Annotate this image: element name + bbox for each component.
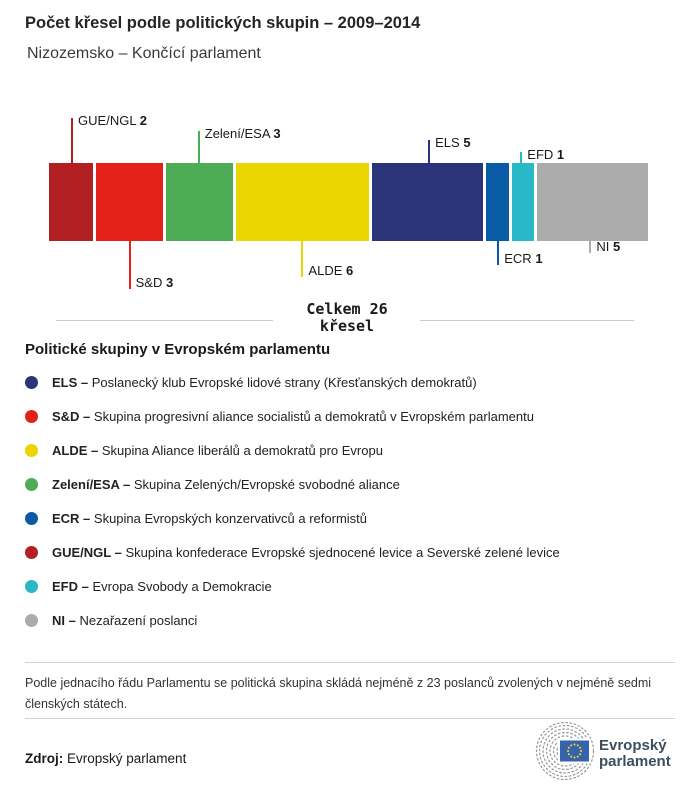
bar-segment-s-d [96, 163, 163, 241]
legend-item-els [25, 368, 477, 396]
callout-seat-count: 3 [273, 126, 281, 141]
callout-group-name: ECR [504, 251, 536, 266]
divider-bottom [25, 718, 675, 719]
bar-segment-alde [236, 163, 369, 241]
legend-item-ecr [25, 504, 367, 532]
callout-tick-efd [520, 152, 522, 163]
legend-item-efd [25, 572, 272, 600]
seats-stacked-bar [49, 163, 648, 241]
legend-dot-alde [25, 444, 38, 457]
callout-seat-count: 6 [346, 263, 354, 278]
callout-tick-gue-ngl [71, 118, 73, 163]
total-seats-line2: křesel [319, 317, 375, 335]
callout-seat-count: 3 [165, 275, 174, 290]
legend-label: ECR – Skupina Evropských konzervativců a reformistů [52, 510, 368, 526]
callout-seat-count: 5 [463, 135, 471, 150]
bar-segment-zelen-esa [166, 163, 233, 241]
callout-label-els [435, 136, 470, 149]
total-seats-line1: Celkem 26 [306, 300, 388, 318]
callout-tick-els [428, 140, 430, 163]
legend-dot-s-d [25, 410, 38, 423]
divider-top [25, 662, 675, 663]
callout-group-name: GUE/NGL [78, 113, 140, 128]
legend-label: NI – Nezařazení poslanci [52, 612, 198, 628]
callout-label-ecr [504, 252, 542, 265]
legend-label: Zelení/ESA – Skupina Zelených/Evropské svobodné aliance [52, 476, 400, 492]
source-label: Zdroj: [25, 751, 64, 766]
legend-item-alde [25, 436, 383, 464]
total-seats-label [0, 301, 694, 335]
callout-seat-count: 5 [613, 239, 621, 254]
callout-label-s-d [136, 276, 174, 289]
callout-tick-ecr [497, 241, 499, 265]
bar-segment-efd [512, 163, 534, 241]
callout-tick-zelen-esa [198, 131, 200, 163]
legend-dot-efd [25, 580, 38, 593]
callout-group-name: EFD [527, 147, 557, 162]
callout-seat-count: 1 [535, 251, 543, 266]
callout-tick-ni [589, 241, 591, 253]
callout-seat-count: 2 [139, 113, 147, 128]
page-subtitle: Nizozemsko – Končící parlament [27, 45, 261, 62]
callout-group-name: ALDE [308, 263, 346, 278]
legend-heading: Politické skupiny v Evropském parlamentu [25, 341, 331, 358]
callout-group-name: Zelení/ESA [204, 126, 274, 141]
logo-text-line2: parlament [599, 753, 671, 770]
european-parliament-logo [525, 722, 680, 780]
legend-item-ni [25, 606, 197, 634]
legend-item-gue-ngl [25, 538, 560, 566]
legend-label: EFD – Evropa Svobody a Demokracie [52, 578, 272, 594]
bar-segment-gue-ngl [49, 163, 93, 241]
legend-item-zelen-esa [25, 470, 400, 498]
callout-label-efd [527, 148, 564, 161]
callout-seat-count: 1 [556, 147, 565, 162]
legend-dot-gue-ngl [25, 546, 38, 559]
legend-label: S&D – Skupina progresivní aliance socialistů a demokratů v Evropském parlamentu [52, 408, 534, 424]
legend-label: ELS – Poslanecký klub Evropské lidové strany (Křesťanských demokratů) [52, 374, 477, 390]
bar-segment-ecr [486, 163, 508, 241]
callout-label-alde [308, 264, 353, 277]
callout-label-zelen-esa [205, 127, 281, 140]
source-value-text: Evropský parlament [67, 751, 187, 766]
source-line [25, 751, 186, 766]
legend-label: GUE/NGL – Skupina konfederace Evropské sjednocené levice a Severské zelené levice [52, 544, 560, 560]
callout-group-name: NI [596, 239, 614, 254]
bar-segment-ni [537, 163, 648, 241]
eu-flag-icon [558, 739, 591, 764]
logo-text-line1: Evropský [599, 737, 667, 754]
bar-segment-els [372, 163, 483, 241]
callout-tick-alde [301, 241, 303, 277]
legend-dot-zelen-esa [25, 478, 38, 491]
callout-group-name: S&D [135, 275, 166, 290]
legend-dot-ecr [25, 512, 38, 525]
legend-item-s-d [25, 402, 534, 430]
callout-tick-s-d [129, 241, 131, 289]
callout-group-name: ELS [435, 135, 464, 150]
legend-dot-ni [25, 614, 38, 627]
footnote-text: Podle jednacího řádu Parlamentu se politická skupina skládá nejméně z 23 poslanců zvolených v nejméně sedmi členských státech. [25, 676, 652, 711]
legend-label: ALDE – Skupina Aliance liberálů a demokratů pro Evropu [52, 442, 383, 458]
callout-label-gue-ngl [78, 114, 147, 127]
callout-label-ni [596, 240, 620, 253]
legend-dot-els [25, 376, 38, 389]
page-title: Počet křesel podle politických skupin – 2009–2014 [25, 14, 421, 32]
